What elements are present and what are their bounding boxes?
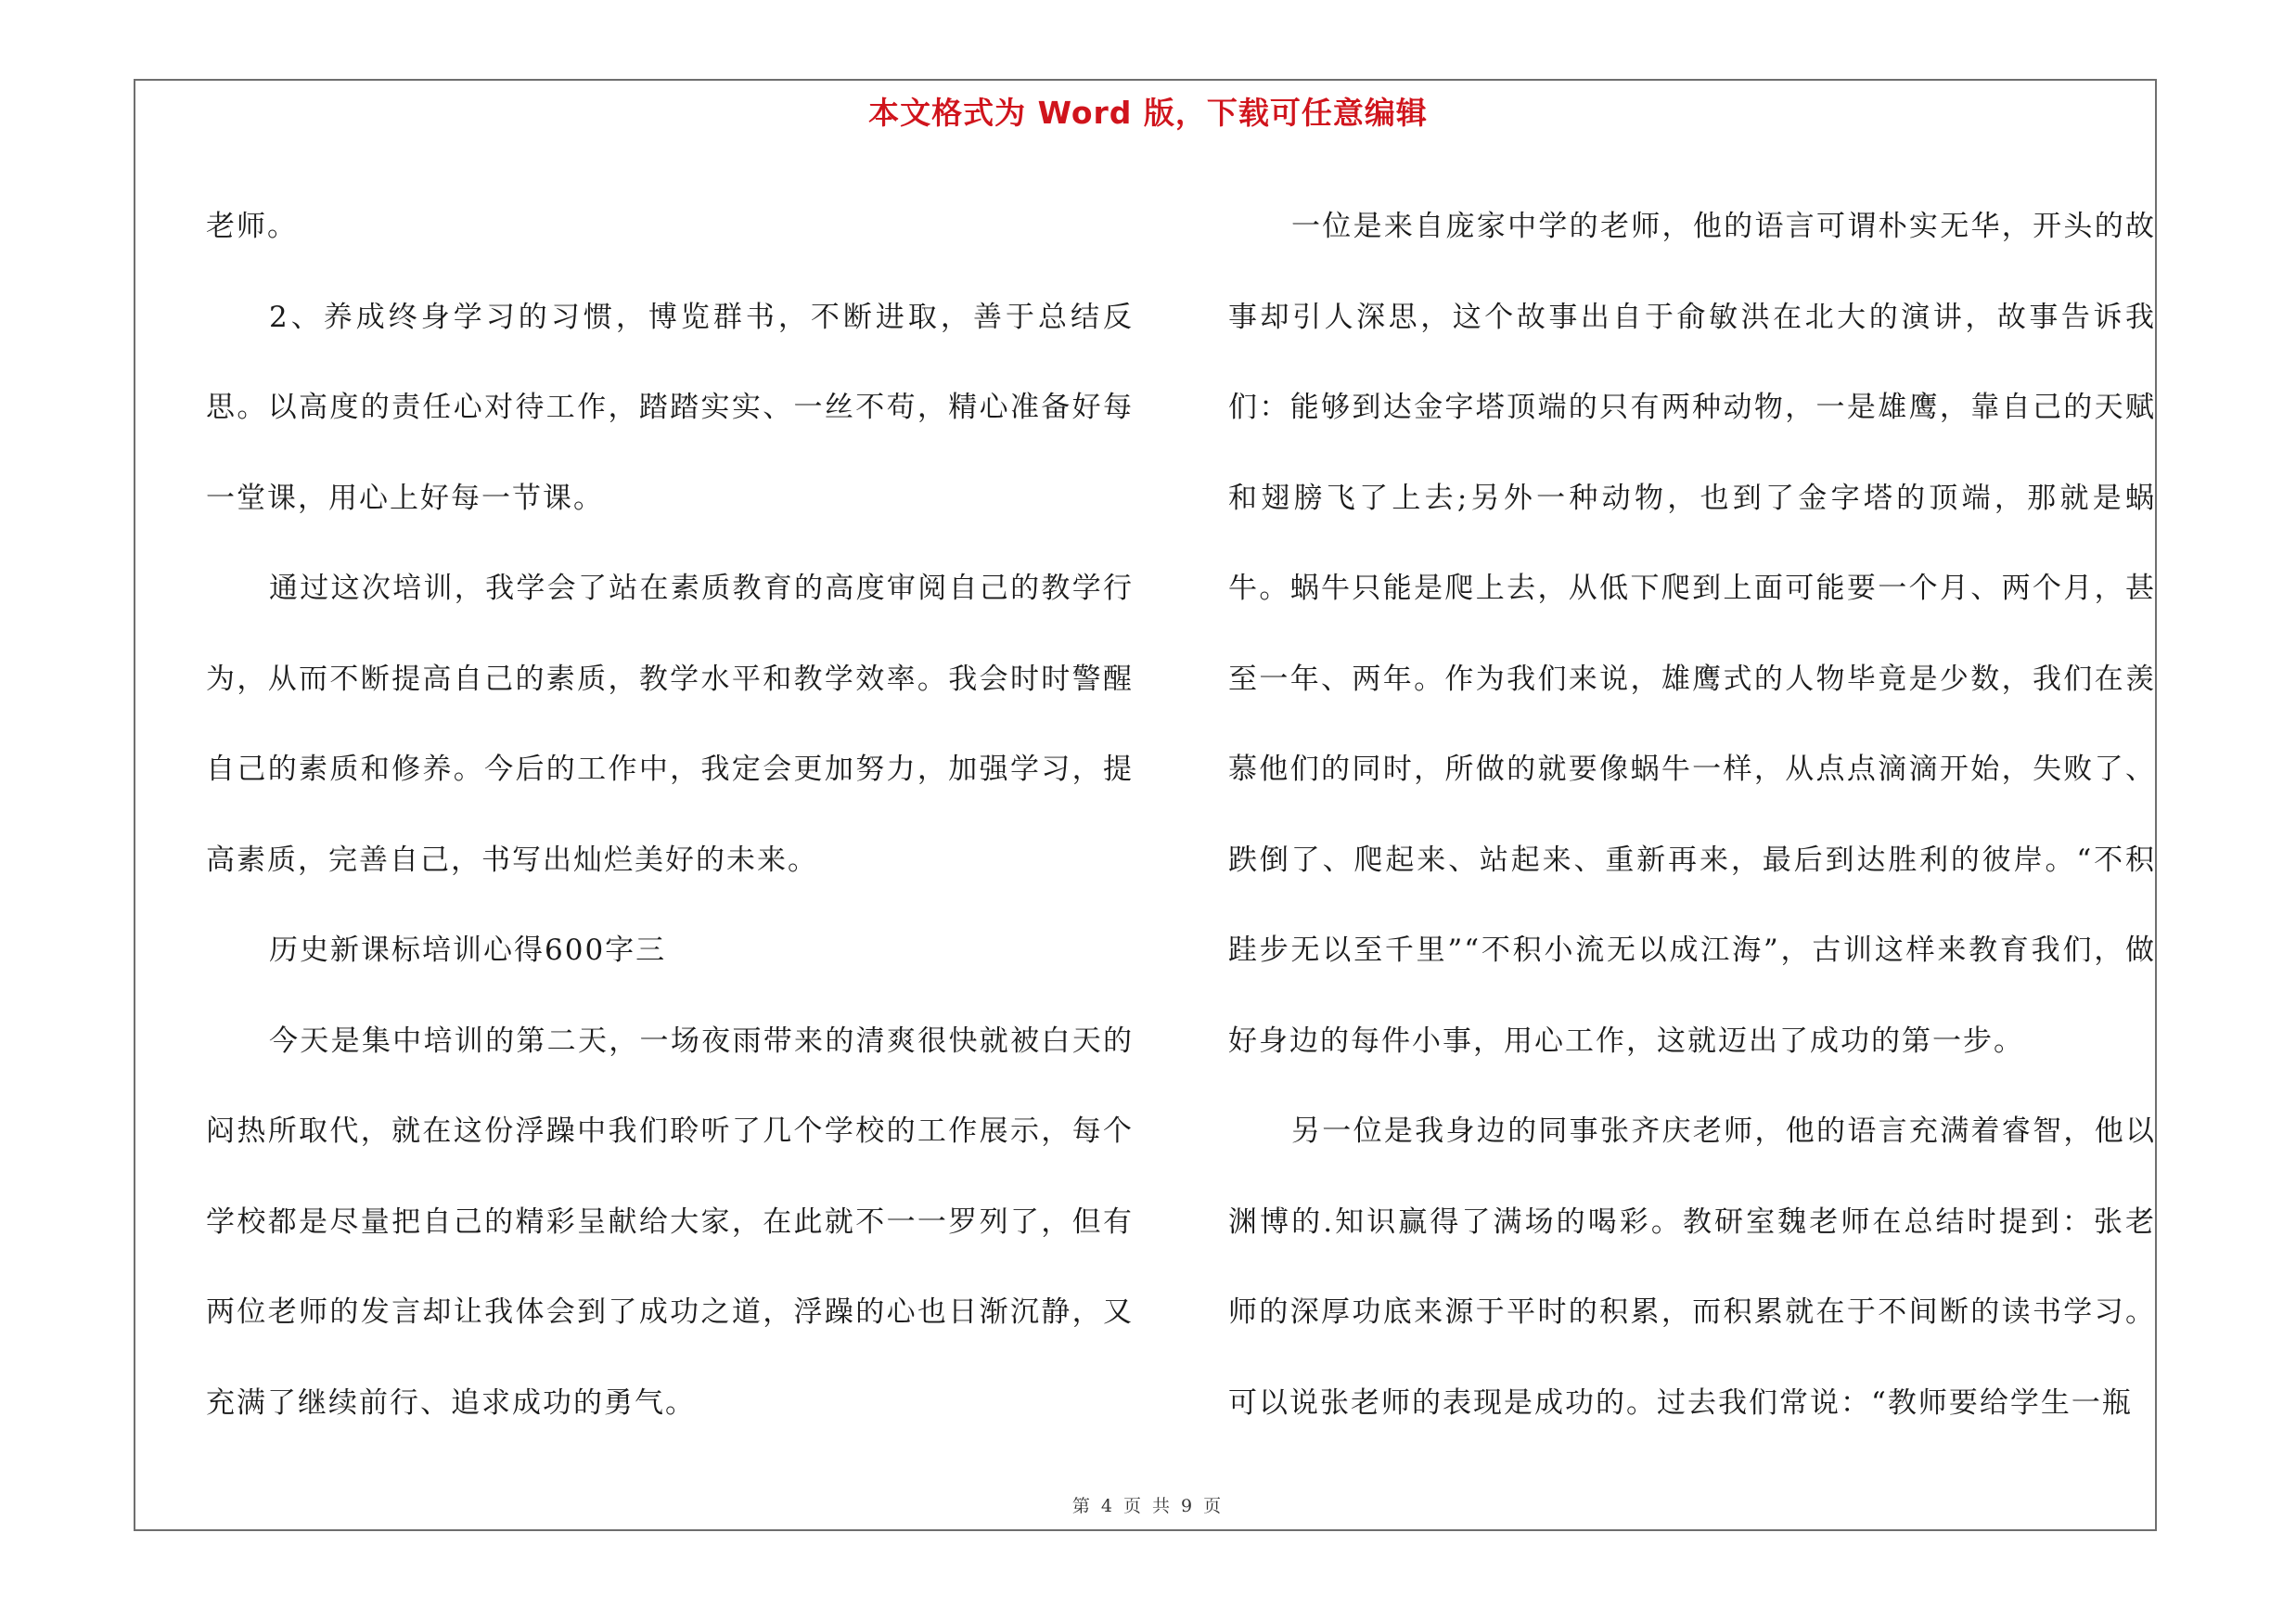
left-column [206,182,1134,1449]
section-heading: 历史新课标培训心得600字三 [269,934,667,967]
format-notice-banner: 本文格式为 Word 版，下载可任意编辑 [868,95,1428,131]
page-number-footer: 第 4 页 共 9 页 [1071,1496,1225,1516]
right-column [1228,182,2156,1449]
paragraph: 今天是集中培训的第二天，一场夜雨带来的清爽很快就被白天的闷热所取代，就在这份浮躁中我们聆听了几个学校的工作展示，每个学校都是尽量把自己的精彩呈献给大家，在此就不一一罗列了，但有两位老师的发言却让我体会到了成功之道，浮躁的心也日渐沉静，又充满了继续前行、追求成功的勇气。 [206,1024,1134,1420]
paragraph: 通过这次培训，我学会了站在素质教育的高度审阅自己的教学行为，从而不断提高自己的素质，教学水平和教学效率。我会时时警醒自己的素质和修养。今后的工作中，我定会更加努力，加强学习，提高素质，完善自己，书写出灿烂美好的未来。 [206,572,1134,877]
paragraph: 一位是来自庞家中学的老师，他的语言可谓朴实无华，开头的故事却引人深思，这个故事出自于俞敏洪在北大的演讲，故事告诉我们：能够到达金字塔顶端的只有两种动物，一是雄鹰，靠自己的天赋和翅膀飞了上去;另外一种动物，也到了金字塔的顶端，那就是蜗牛。蜗牛只能是爬上去，从低下爬到上面可能要一个月、两个月，甚至一年、两年。作为我们来说，雄鹰式的人物毕竟是少数，我们在羡慕他们的同时，所做的就要像蜗牛一样，从点点滴滴开始，失败了、跌倒了、爬起来、站起来、重新再来，最后到达胜利的彼岸。“不积跬步无以至千里”“不积小流无以成江海”，古训这样来教育我们，做好身边的每件小事，用心工作，这就迈出了成功的第一步。 [1228,210,2156,1058]
paragraph: 2、养成终身学习的习惯，博览群书，不断进取，善于总结反思。以高度的责任心对待工作，踏踏实实、一丝不苟，精心准备好每一堂课，用心上好每一节课。 [206,300,1134,515]
paragraph: 老师。 [206,210,298,243]
paragraph: 另一位是我身边的同事张齐庆老师，他的语言充满着睿智，他以渊博的.知识赢得了满场的喝彩。教研室魏老师在总结时提到：张老师的深厚功底来源于平时的积累，而积累就在于不间断的读书学习。可以说张老师的表现是成功的。过去我们常说：“教师要给学生一瓶 [1228,1114,2156,1420]
